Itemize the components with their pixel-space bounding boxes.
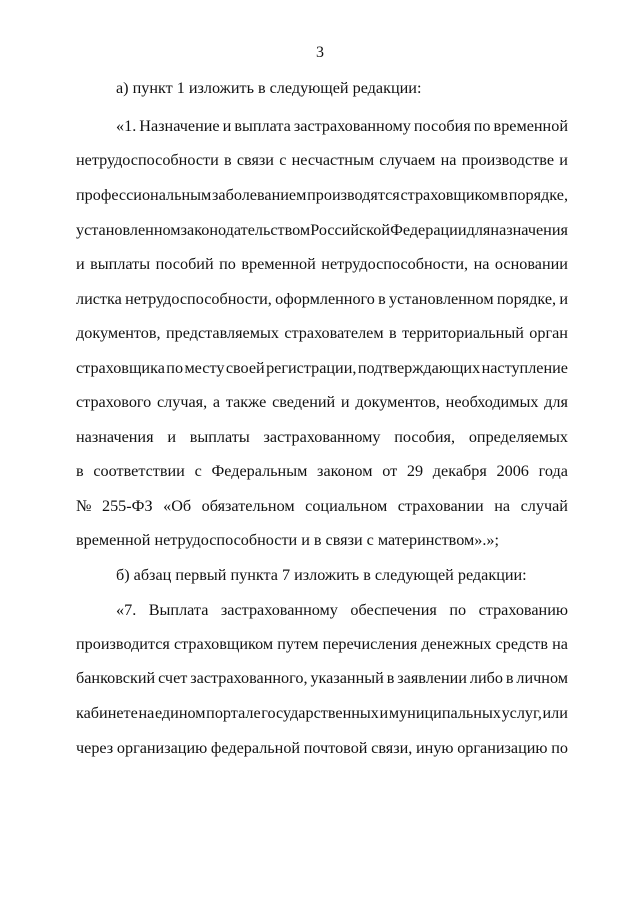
text-line: установленном законодательством Российской Федерации для назначения <box>76 221 568 239</box>
text-line: страхового случая, а также сведений и документов, необходимых для <box>76 393 568 411</box>
text-line: № 255-ФЗ «Об обязательном социальном страховании на случай <box>76 497 568 515</box>
text-line: страховщика по месту своей регистрации, подтверждающих наступление <box>76 359 568 377</box>
text-line: «7. Выплата застрахованному обеспечения по страхованию <box>116 601 568 619</box>
text-line: а) пункт 1 изложить в следующей редакции: <box>116 79 422 97</box>
page-number: 3 <box>316 44 324 61</box>
text-line: нетрудоспособности в связи с несчастным случаем на производстве и <box>76 151 568 169</box>
text-line: производится страховщиком путем перечисления денежных средств на <box>76 635 568 653</box>
text-line: через организацию федеральной почтовой связи, иную организацию по <box>76 739 568 757</box>
text-line: банковский счет застрахованного, указанный в заявлении либо в личном <box>76 669 568 687</box>
text-line: профессиональным заболеванием производятся страховщиком в порядке, <box>76 186 568 204</box>
text-line: временной нетрудоспособности и в связи с материнством».»; <box>76 531 499 549</box>
text-line: назначения и выплаты застрахованному пособия, определяемых <box>76 428 568 446</box>
text-line: б) абзац первый пункта 7 изложить в следующей редакции: <box>116 566 527 584</box>
text-line: «1. Назначение и выплата застрахованному пособия по временной <box>116 117 568 135</box>
text-line: кабинете на едином портале государственных и муниципальных услуг, или <box>76 704 568 722</box>
text-line: в соответствии с Федеральным законом от 29 декабря 2006 года <box>76 462 568 480</box>
text-line: листка нетрудоспособности, оформленного в установленном порядке, и <box>76 290 568 308</box>
text-line: документов, представляемых страхователем в территориальный орган <box>76 324 568 342</box>
text-line: и выплаты пособий по временной нетрудоспособности, на основании <box>76 255 568 273</box>
